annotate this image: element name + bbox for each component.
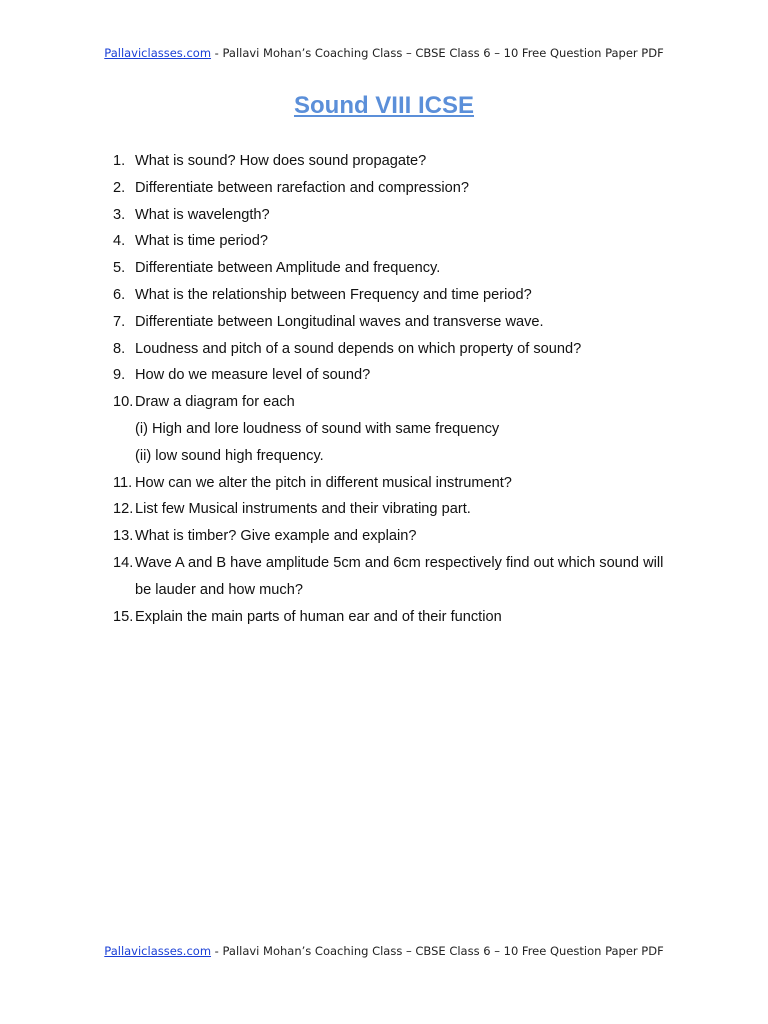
question-text: What is time period? — [135, 233, 269, 250]
question-text: Differentiate between Longitudinal waves and transverse wave. — [135, 313, 544, 330]
question-item — [0, 202, 768, 229]
question-item — [0, 470, 768, 497]
question-number: 14. — [113, 554, 134, 571]
question-number: 3. — [113, 206, 126, 223]
question-number: 2. — [113, 179, 126, 196]
question-item — [0, 389, 768, 416]
question-item — [0, 362, 768, 389]
question-item — [0, 255, 768, 282]
question-text: What is timber? Give example and explain? — [135, 528, 417, 545]
question-item — [0, 309, 768, 336]
footer-text: - Pallavi Mohan’s Coaching Class – CBSE Class 6 – 10 Free Question Paper PDF — [211, 944, 664, 958]
question-number: 12. — [113, 501, 134, 518]
question-number: 6. — [113, 286, 126, 303]
question-number: 9. — [113, 367, 126, 384]
question-text: What is sound? How does sound propagate? — [135, 153, 427, 169]
question-text: Differentiate between Amplitude and frequency. — [135, 260, 441, 277]
question-subitem: (ii) low sound high frequency. — [135, 447, 324, 464]
question-item — [0, 604, 768, 631]
question-list — [0, 148, 768, 630]
footer-site-link[interactable]: Pallaviclasses.com — [104, 944, 212, 958]
question-number: 8. — [113, 340, 126, 357]
question-item — [0, 550, 768, 604]
document-title: Sound VIII ICSE — [293, 92, 474, 119]
question-text: How can we alter the pitch in different musical instrument? — [135, 474, 512, 491]
page-footer — [0, 944, 768, 958]
question-text: Explain the main parts of human ear and of their function — [135, 608, 502, 625]
question-text: What is the relationship between Frequency and time period? — [135, 286, 532, 303]
question-number: 10. — [113, 394, 134, 411]
question-text: Loudness and pitch of a sound depends on which property of sound? — [135, 340, 582, 357]
question-text: Wave A and B have amplitude 5cm and 6cm respectively find out which sound will be lauder and how much? — [135, 554, 664, 598]
question-number: 5. — [113, 260, 126, 277]
question-number: 11. — [113, 474, 133, 491]
question-number: 15. — [113, 608, 134, 625]
question-number: 4. — [113, 233, 126, 250]
question-item — [0, 148, 768, 175]
question-item — [0, 228, 768, 255]
question-number: 7. — [113, 313, 126, 330]
question-text: List few Musical instruments and their vibrating part. — [135, 501, 471, 518]
question-text: What is wavelength? — [135, 206, 270, 223]
question-text: How do we measure level of sound? — [135, 367, 371, 384]
question-text: Differentiate between rarefaction and compression? — [135, 179, 469, 196]
question-item — [0, 175, 768, 202]
question-text: Draw a diagram for each — [135, 394, 295, 411]
page-header — [0, 46, 768, 60]
question-number: 13. — [113, 528, 134, 545]
question-item — [0, 282, 768, 309]
question-subitem: (i) High and lore loudness of sound with same frequency — [135, 420, 500, 437]
question-number: 1. — [113, 153, 126, 169]
question-item — [0, 496, 768, 523]
header-site-link[interactable]: Pallaviclasses.com — [104, 46, 212, 60]
header-text: - Pallavi Mohan’s Coaching Class – CBSE Class 6 – 10 Free Question Paper PDF — [211, 46, 664, 60]
question-item — [0, 336, 768, 363]
question-item — [0, 523, 768, 550]
